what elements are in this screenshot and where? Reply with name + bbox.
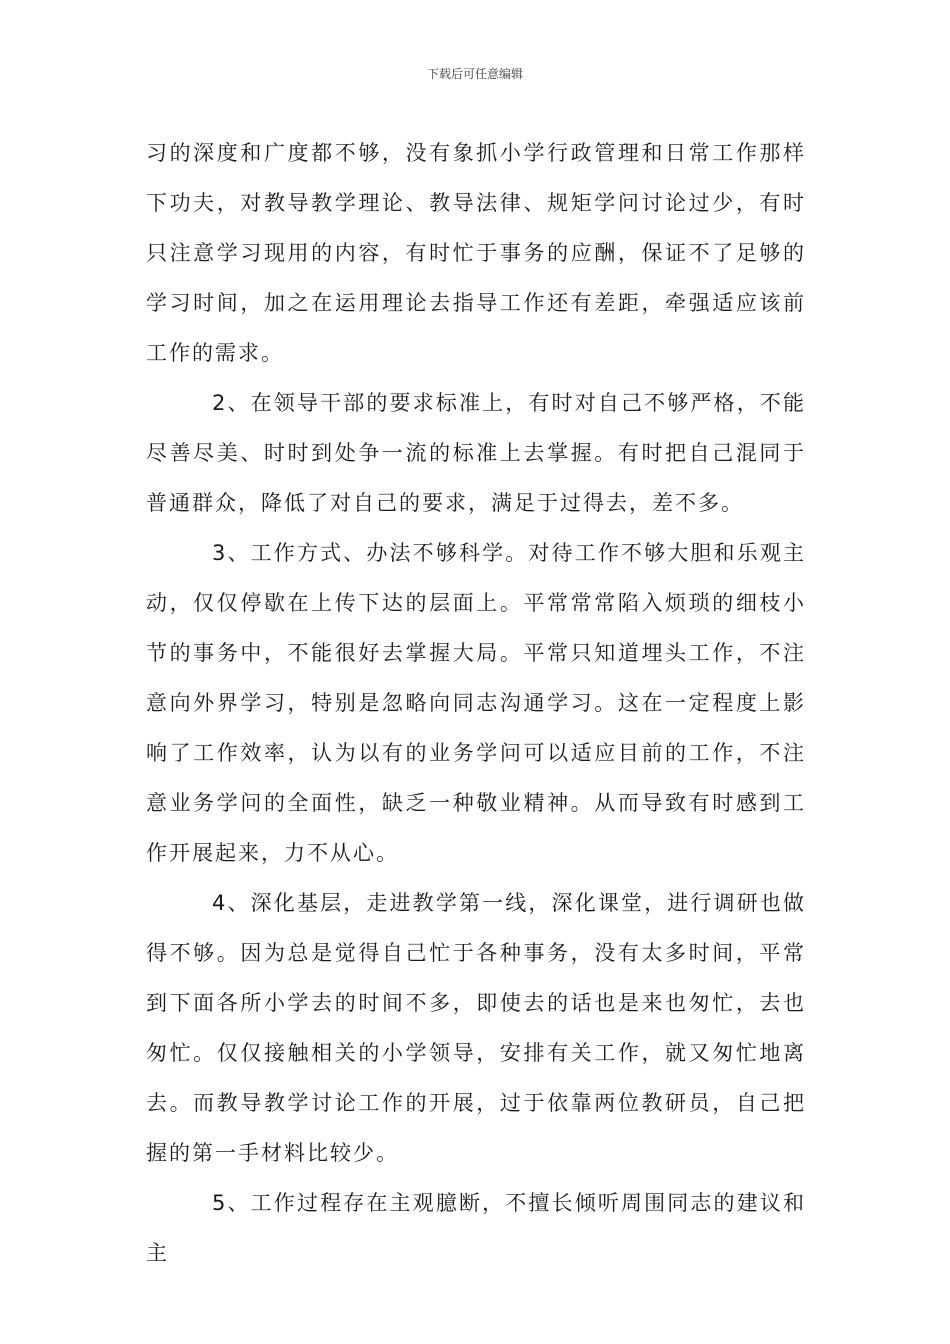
page-header: 下载后可任意编辑 bbox=[426, 67, 523, 81]
paragraph-item-2: 2、在领导干部的要求标准上，有时对自己不够严格，不能尽善尽美、时时到处争一流的标准上去掌握。有时把自己混同于普通群众，降低了对自己的要求，满足于过得去，差不多。 bbox=[146, 391, 806, 515]
paragraph-item-3: 3、工作方式、办法不够科学。对待工作不够大胆和乐观主动，仅仅停歇在上传下达的层面上。平常常常陷入烦琐的细枝小节的事务中，不能很好去掌握大局。平常只知道埋头工作，不注意向外界学习，特别是忽略向同志沟通学习。这在一定程度上影响了工作效率，认为以有的业务学问可以适应目前的工作，不注意业务学问的全面性，缺乏一种敬业精神。从而导致有时感到工作开展起来，力不从心。 bbox=[146, 541, 806, 865]
paragraph-item-5: 5、工作过程存在主观臆断，不擅长倾听周围同志的建议和主 bbox=[146, 1191, 806, 1265]
document-body bbox=[146, 128, 806, 1278]
paragraph-item-4: 4、深化基层，走进教学第一线，深化课堂，进行调研也做得不够。因为总是觉得自己忙于各种事务，没有太多时间，平常到下面各所小学去的时间不多，即使去的话也是来也匆忙，去也匆忙。仅仅接触相关的小学领导，安排有关工作，就又匆忙地离去。而教导教学讨论工作的开展，过于依靠两位教研员，自己把握的第一手材料比较少。 bbox=[146, 891, 806, 1165]
paragraph-continuation: 习的深度和广度都不够，没有象抓小学行政管理和日常工作那样下功夫，对教导教学理论、教导法律、规矩学问讨论过少，有时只注意学习现用的内容，有时忙于事务的应酬，保证不了足够的学习时间，加之在运用理论去指导工作还有差距，牵强适应该前工作的需求。 bbox=[146, 141, 806, 365]
